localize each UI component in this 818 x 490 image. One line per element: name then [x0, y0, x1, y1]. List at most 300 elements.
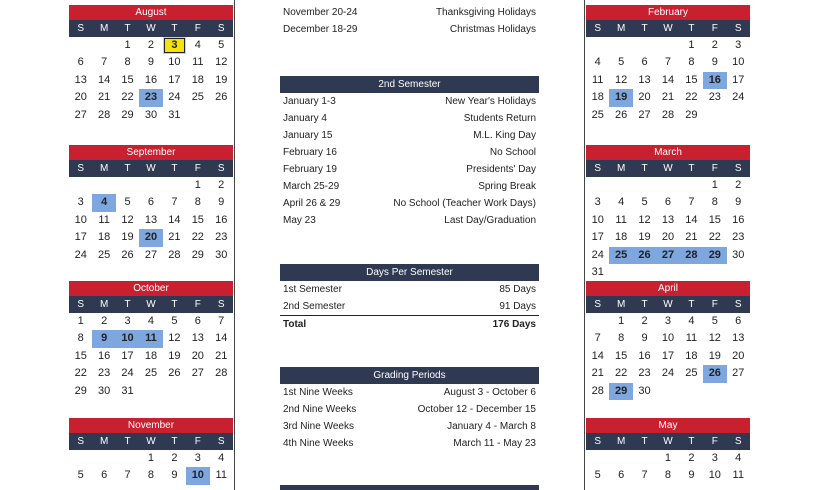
month-title: October	[69, 281, 233, 296]
day: 9	[688, 469, 695, 482]
day: 8	[147, 469, 155, 482]
day: 30	[144, 108, 158, 121]
week-row	[69, 72, 233, 89]
day-highlight: 26	[633, 247, 656, 264]
week-row	[586, 89, 750, 106]
dow: W	[146, 436, 156, 447]
week-row	[586, 177, 750, 194]
day	[703, 264, 726, 281]
day: 23	[708, 91, 721, 104]
day: 25	[98, 248, 111, 261]
day-highlight: 19	[609, 89, 632, 106]
day-highlight: 25	[609, 247, 632, 264]
day: 21	[168, 231, 181, 244]
dow: W	[663, 163, 673, 174]
day-highlight: 29	[609, 383, 632, 400]
week-row	[69, 54, 233, 71]
day: 28	[98, 108, 111, 121]
day: 13	[74, 73, 87, 86]
day: 8	[124, 56, 131, 69]
dow: T	[171, 299, 178, 310]
week-row	[586, 264, 750, 281]
day: 4	[688, 315, 695, 327]
day: 29	[191, 248, 204, 261]
day: 14	[661, 73, 675, 86]
day: 4	[735, 452, 742, 464]
dow: S	[217, 299, 225, 310]
day: 21	[661, 91, 675, 104]
day: 28	[591, 384, 604, 397]
dow: S	[217, 163, 225, 174]
day	[92, 450, 115, 467]
holiday-event: Christmas Holidays	[449, 24, 536, 35]
event-date: January 4	[283, 113, 327, 124]
day: 22	[708, 231, 721, 244]
day	[69, 450, 92, 467]
dow: F	[711, 436, 718, 447]
month-august	[69, 5, 233, 124]
holidays-top	[280, 4, 539, 38]
day	[186, 383, 209, 400]
event-row	[280, 144, 539, 161]
day	[92, 177, 115, 194]
event-row	[280, 212, 539, 229]
day: 16	[638, 349, 651, 362]
day: 24	[168, 91, 181, 104]
day: 4	[618, 196, 625, 209]
month-title: September	[69, 145, 233, 160]
day: 23	[732, 231, 745, 244]
event-date: May 23	[283, 215, 316, 226]
week-row	[69, 330, 233, 347]
weekday-header	[69, 296, 233, 313]
dow: F	[194, 23, 201, 34]
day: 3	[711, 452, 718, 464]
day	[139, 383, 162, 400]
day	[69, 177, 92, 194]
day-highlight: 11	[139, 330, 162, 347]
day: 27	[191, 367, 204, 380]
week-row	[586, 194, 750, 211]
day: 9	[147, 56, 155, 69]
dow: T	[171, 163, 178, 174]
weekday-header	[69, 160, 233, 177]
day: 11	[192, 56, 204, 69]
day: 27	[144, 248, 158, 261]
dow: W	[146, 163, 156, 174]
event-name: No School (Teacher Work Days)	[393, 198, 536, 209]
day-highlight: 9	[92, 330, 115, 347]
dow: T	[688, 436, 695, 447]
day	[633, 450, 656, 467]
month-title: February	[586, 5, 750, 20]
day: 6	[77, 56, 84, 69]
day: 11	[98, 213, 110, 226]
day	[116, 450, 139, 467]
week-row	[69, 89, 233, 106]
week-row	[69, 247, 233, 264]
holiday-date: November 20-24	[283, 7, 358, 18]
dow: M	[99, 436, 109, 447]
day: 5	[171, 315, 178, 327]
day: 1	[664, 452, 672, 464]
day: 30	[98, 384, 111, 397]
day	[210, 107, 233, 124]
day	[656, 264, 679, 281]
dow: T	[688, 23, 695, 34]
day: 15	[191, 213, 204, 226]
month-march	[586, 145, 750, 281]
day	[680, 383, 703, 400]
dow: W	[663, 436, 673, 447]
month-title: November	[69, 418, 233, 433]
column-divider	[584, 0, 585, 490]
day: 2	[218, 179, 225, 191]
day: 28	[168, 248, 181, 261]
week-row	[586, 107, 750, 124]
event-date: February 19	[283, 164, 337, 175]
day: 25	[591, 108, 604, 121]
day: 17	[591, 231, 604, 244]
day: 8	[688, 56, 695, 69]
day: 8	[194, 196, 201, 209]
day: 3	[124, 315, 131, 327]
dow: T	[124, 163, 131, 174]
dow: T	[641, 163, 648, 174]
day: 27	[732, 367, 745, 380]
day: 12	[615, 73, 628, 86]
day-highlight: 16	[703, 72, 726, 89]
day: 4	[218, 452, 225, 464]
event-date: March 25-29	[283, 181, 340, 192]
day: 6	[664, 196, 672, 209]
semester-days-row	[280, 281, 539, 298]
day-highlight: 10	[116, 330, 139, 347]
dow: W	[146, 23, 156, 34]
week-row	[69, 177, 233, 194]
week-row	[69, 107, 233, 124]
day: 9	[711, 56, 718, 69]
event-name: M.L. King Day	[473, 130, 536, 141]
semester-days-row	[280, 298, 539, 315]
day: 16	[144, 73, 158, 86]
day: 25	[144, 367, 158, 380]
day	[727, 107, 750, 124]
day: 3	[77, 196, 84, 209]
dow: S	[77, 163, 85, 174]
day: 11	[732, 469, 744, 482]
day: 10	[708, 469, 721, 482]
week-row	[586, 467, 750, 484]
day	[163, 177, 186, 194]
day: 22	[685, 91, 698, 104]
grading-label: 1st Nine Weeks	[283, 387, 353, 398]
day: 21	[685, 231, 698, 244]
day: 3	[194, 452, 201, 464]
section-title: Days Per Semester	[280, 264, 539, 281]
weekday-header	[586, 433, 750, 450]
day: 9	[641, 332, 648, 345]
dow: M	[616, 163, 626, 174]
dow: T	[641, 299, 648, 310]
dow: S	[77, 436, 85, 447]
month-title: August	[69, 5, 233, 20]
grading-row	[280, 418, 539, 435]
grading-row	[280, 435, 539, 452]
dow: S	[734, 23, 742, 34]
day	[609, 177, 632, 194]
day-highlight: 10	[186, 467, 209, 484]
day: 9	[218, 196, 225, 209]
dow: S	[594, 299, 602, 310]
event-date: February 16	[283, 147, 337, 158]
section-title: Grading Periods	[280, 367, 539, 384]
event-date: January 15	[283, 130, 333, 141]
week-row	[69, 348, 233, 365]
dow: T	[688, 299, 695, 310]
week-row	[69, 229, 233, 246]
day	[69, 37, 92, 54]
day: 6	[147, 196, 155, 209]
day: 16	[215, 213, 228, 226]
dow: S	[734, 299, 742, 310]
day: 17	[74, 231, 87, 244]
dow: M	[99, 23, 109, 34]
day: 7	[594, 332, 601, 345]
day: 21	[215, 349, 228, 362]
day: 5	[618, 56, 625, 69]
day	[139, 177, 162, 194]
day	[656, 177, 679, 194]
day	[633, 177, 656, 194]
day: 18	[144, 349, 158, 362]
day: 15	[708, 213, 721, 226]
day: 26	[168, 367, 181, 380]
dow: M	[99, 299, 109, 310]
day: 7	[218, 315, 225, 327]
day	[586, 37, 609, 54]
dow: F	[711, 299, 718, 310]
holiday-event: Thanksgiving Holidays	[435, 7, 536, 18]
grading-range: March 11 - May 23	[453, 438, 536, 449]
day: 11	[685, 332, 698, 345]
dow: T	[688, 163, 695, 174]
day: 19	[638, 231, 651, 244]
day: 11	[215, 469, 227, 482]
month-september	[69, 145, 233, 264]
day	[680, 264, 703, 281]
grading-periods-section	[280, 367, 539, 452]
day: 21	[591, 367, 604, 380]
day: 9	[735, 196, 742, 209]
day	[163, 383, 186, 400]
day: 8	[618, 332, 625, 345]
day: 14	[591, 349, 604, 362]
day: 15	[685, 73, 698, 86]
day: 5	[711, 315, 718, 327]
semester-days: 85 Days	[499, 284, 536, 295]
month-february	[586, 5, 750, 124]
day: 24	[732, 91, 745, 104]
week-row	[69, 313, 233, 330]
day: 1	[711, 179, 718, 191]
dow: T	[641, 436, 648, 447]
day: 7	[664, 56, 672, 69]
day	[609, 37, 632, 54]
day	[727, 264, 750, 281]
dow: T	[124, 23, 131, 34]
dow: F	[194, 436, 201, 447]
day	[656, 383, 679, 400]
event-row	[280, 93, 539, 110]
day: 17	[121, 349, 134, 362]
day: 1	[194, 179, 201, 191]
day: 20	[638, 91, 651, 104]
week-row	[586, 330, 750, 347]
day: 15	[74, 349, 87, 362]
day: 18	[685, 349, 698, 362]
day: 19	[168, 349, 181, 362]
day: 22	[615, 367, 628, 380]
day	[116, 177, 139, 194]
day	[210, 383, 233, 400]
dow: S	[217, 436, 225, 447]
days-per-semester-section	[280, 264, 539, 333]
day: 11	[592, 73, 604, 86]
month-november	[69, 418, 233, 485]
dow: M	[99, 163, 109, 174]
day	[586, 313, 609, 330]
day: 19	[121, 231, 134, 244]
day: 14	[215, 332, 228, 345]
day: 4	[594, 56, 601, 69]
day: 2	[735, 179, 742, 191]
day: 25	[191, 91, 204, 104]
grading-row	[280, 401, 539, 418]
day: 3	[664, 315, 672, 327]
dow: F	[711, 23, 718, 34]
day: 20	[74, 91, 87, 104]
day: 7	[101, 56, 108, 69]
day: 17	[661, 349, 675, 362]
section-title: 2nd Semester	[280, 76, 539, 93]
grading-range: January 4 - March 8	[447, 421, 536, 432]
day: 12	[121, 213, 134, 226]
day: 22	[191, 231, 204, 244]
week-row	[69, 383, 233, 400]
day: 14	[168, 213, 181, 226]
day: 10	[661, 332, 675, 345]
dow: M	[616, 299, 626, 310]
week-row	[586, 383, 750, 400]
day: 24	[591, 248, 604, 261]
dow: T	[124, 436, 131, 447]
day: 7	[688, 196, 695, 209]
day: 10	[74, 213, 87, 226]
month-october	[69, 281, 233, 400]
day: 8	[77, 332, 84, 345]
weekday-header	[586, 296, 750, 313]
day: 13	[191, 332, 204, 345]
dow: S	[734, 163, 742, 174]
day	[609, 264, 632, 281]
day: 1	[618, 315, 625, 327]
total-label: Total	[283, 319, 307, 330]
day: 2	[101, 315, 108, 327]
day-highlight: 26	[703, 365, 726, 382]
day: 20	[732, 349, 745, 362]
day: 6	[101, 469, 108, 482]
day: 30	[215, 248, 228, 261]
day: 17	[732, 73, 745, 86]
day: 26	[121, 248, 134, 261]
day: 18	[191, 73, 204, 86]
day: 2	[171, 452, 178, 464]
day: 7	[124, 469, 131, 482]
total-days-row	[280, 315, 539, 333]
day: 1	[147, 452, 155, 464]
column-divider	[234, 0, 235, 490]
grading-label: 2nd Nine Weeks	[283, 404, 357, 415]
week-row	[586, 229, 750, 246]
day: 18	[98, 231, 111, 244]
day: 24	[661, 367, 675, 380]
day-highlight: 20	[139, 229, 162, 246]
event-name: Spring Break	[478, 181, 536, 192]
day: 28	[215, 367, 228, 380]
day: 2	[641, 315, 648, 327]
day: 29	[121, 108, 134, 121]
dow: S	[734, 436, 742, 447]
semester-label: 2nd Semester	[283, 301, 346, 312]
day	[703, 383, 726, 400]
day: 27	[638, 108, 651, 121]
event-row	[280, 127, 539, 144]
day: 7	[171, 196, 178, 209]
holiday-row	[280, 4, 539, 21]
event-row	[280, 195, 539, 212]
day: 2	[711, 39, 718, 51]
dow: T	[171, 436, 178, 447]
day: 31	[591, 265, 604, 278]
dow: F	[711, 163, 718, 174]
day: 12	[638, 213, 651, 226]
week-row	[586, 54, 750, 71]
day: 18	[591, 91, 604, 104]
event-name: No School	[489, 147, 536, 158]
day: 26	[215, 91, 228, 104]
day: 23	[215, 231, 228, 244]
month-title: April	[586, 281, 750, 296]
day: 1	[124, 39, 131, 51]
day: 25	[685, 367, 698, 380]
day: 12	[168, 332, 181, 345]
day: 29	[685, 108, 698, 121]
event-date: January 1-3	[283, 96, 336, 107]
dow: W	[663, 299, 673, 310]
day: 1	[688, 39, 695, 51]
month-title: March	[586, 145, 750, 160]
semester-label: 1st Semester	[283, 284, 342, 295]
day: 10	[732, 56, 745, 69]
day: 13	[661, 213, 675, 226]
event-name: Last Day/Graduation	[444, 215, 536, 226]
week-row	[69, 450, 233, 467]
day-highlight: 4	[92, 194, 115, 211]
day	[656, 37, 679, 54]
day: 11	[615, 213, 627, 226]
dow: F	[194, 163, 201, 174]
